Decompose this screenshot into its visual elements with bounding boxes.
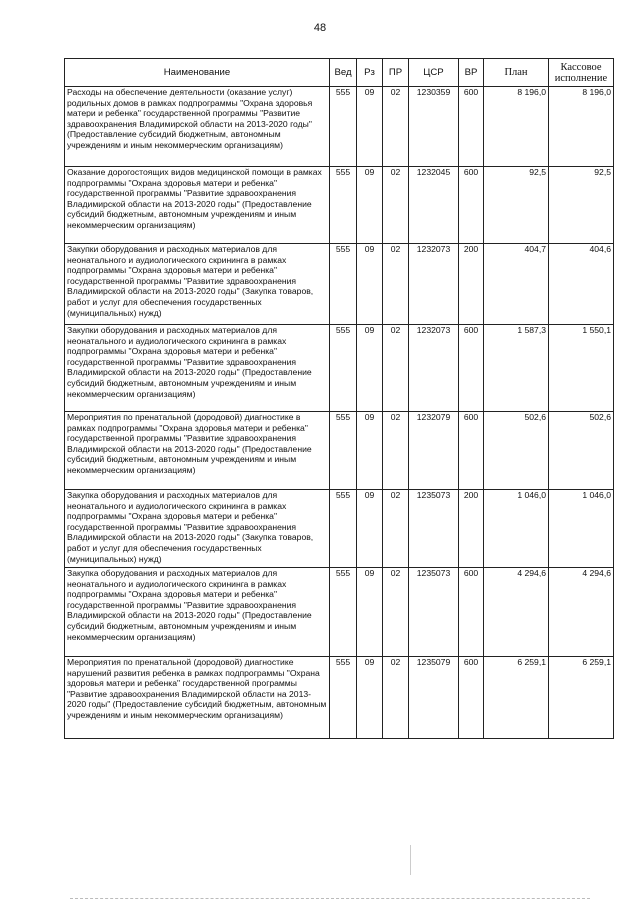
cell-pr: 02: [383, 244, 409, 325]
cell-vr: 600: [459, 325, 484, 412]
cell-plan: 8 196,0: [484, 87, 549, 167]
cell-exec: 6 259,1: [549, 657, 614, 739]
cell-plan: 6 259,1: [484, 657, 549, 739]
header-vr: ВР: [459, 59, 484, 87]
cell-name: Мероприятия по пренатальной (дородовой) диагностике в рамках подпрограммы "Охрана здоровья матери и ребенка" государственной программы "Развитие здравоохранения Владимирской области на 2013-2020 годы" (Предоставление субсидий бюджетным, автономным учреждениям и иным некоммерческим организациям): [65, 412, 330, 490]
cell-exec: 404,6: [549, 244, 614, 325]
header-ved: Вед: [330, 59, 357, 87]
cell-vr: 600: [459, 412, 484, 490]
cell-exec: 502,6: [549, 412, 614, 490]
table-row: [65, 87, 614, 167]
cell-pr: 02: [383, 412, 409, 490]
cell-exec: 1 046,0: [549, 490, 614, 568]
table-row: [65, 412, 614, 490]
cell-exec: 1 550,1: [549, 325, 614, 412]
cell-ved: 555: [330, 490, 357, 568]
cell-csr: 1235079: [409, 657, 459, 739]
cell-pr: 02: [383, 325, 409, 412]
cell-rz: 09: [357, 325, 383, 412]
cell-exec: 8 196,0: [549, 87, 614, 167]
cell-pr: 02: [383, 490, 409, 568]
cell-name: Закупки оборудования и расходных материалов для неонатального и аудиологического скрининга в рамках подпрограммы "Охрана здоровья матери и ребенка" государственной программы "Развитие здравоохранения Владимирской области на 2013-2020 годы" (Закупка товаров, работ и услуг для обеспечения государственных (муниципальных) нужд): [65, 244, 330, 325]
page-number: 48: [313, 22, 327, 34]
cell-ved: 555: [330, 657, 357, 739]
table-row: [65, 657, 614, 739]
table-row: [65, 244, 614, 325]
cell-rz: 09: [357, 167, 383, 244]
cell-csr: 1232079: [409, 412, 459, 490]
cell-plan: 404,7: [484, 244, 549, 325]
cell-rz: 09: [357, 244, 383, 325]
scan-artifact: [410, 845, 411, 875]
cell-pr: 02: [383, 568, 409, 657]
cell-name: Мероприятия по пренатальной (дородовой) диагностике нарушений развития ребенка в рамках подпрограммы "Охрана здоровья матери и ребенка" государственной программы "Развитие здравоохранения Владимирской области на 2013-2020 годы" (Предоставление субсидий бюджетным, автономным учреждениям и иным некоммерческим организациям): [65, 657, 330, 739]
cell-pr: 02: [383, 657, 409, 739]
table-header-row: [65, 59, 614, 87]
cell-rz: 09: [357, 87, 383, 167]
cell-csr: 1235073: [409, 568, 459, 657]
cell-rz: 09: [357, 657, 383, 739]
budget-table: [64, 58, 614, 739]
cell-vr: 600: [459, 87, 484, 167]
cell-vr: 600: [459, 568, 484, 657]
cell-rz: 09: [357, 412, 383, 490]
cell-csr: 1232045: [409, 167, 459, 244]
table-row: [65, 325, 614, 412]
cell-rz: 09: [357, 568, 383, 657]
cell-vr: 200: [459, 244, 484, 325]
cell-plan: 92,5: [484, 167, 549, 244]
table-row: [65, 568, 614, 657]
header-csr: ЦСР: [409, 59, 459, 87]
cell-csr: 1235073: [409, 490, 459, 568]
cell-ved: 555: [330, 325, 357, 412]
cell-csr: 1232073: [409, 325, 459, 412]
header-rz: Рз: [357, 59, 383, 87]
table-row: [65, 490, 614, 568]
cell-csr: 1230359: [409, 87, 459, 167]
page-bottom-edge: [70, 898, 590, 899]
cell-rz: 09: [357, 490, 383, 568]
cell-name: Оказание дорогостоящих видов медицинской помощи в рамках подпрограммы "Охрана здоровья матери и ребенка" государственной программы "Развитие здравоохранения Владимирской области на 2013-2020 годы" (Предоставление субсидий бюджетным, автономным учреждениям и иным некоммерческим организациям): [65, 167, 330, 244]
header-exec: Кассовое исполнение: [549, 59, 614, 87]
header-plan: План: [484, 59, 549, 87]
cell-name: Закупка оборудования и расходных материалов для неонатального и аудиологического скрининга в рамках подпрограммы "Охрана здоровья матери и ребенка" государственной программы "Развитие здравоохранения Владимирской области на 2013-2020 годы" (Предоставление субсидий бюджетным, автономным учреждениям и иным некоммерческим организациям): [65, 568, 330, 657]
cell-ved: 555: [330, 412, 357, 490]
cell-vr: 600: [459, 657, 484, 739]
cell-ved: 555: [330, 167, 357, 244]
cell-plan: 502,6: [484, 412, 549, 490]
cell-vr: 200: [459, 490, 484, 568]
cell-vr: 600: [459, 167, 484, 244]
cell-exec: 92,5: [549, 167, 614, 244]
header-name: Наименование: [65, 59, 330, 87]
cell-plan: 1 046,0: [484, 490, 549, 568]
cell-plan: 4 294,6: [484, 568, 549, 657]
cell-plan: 1 587,3: [484, 325, 549, 412]
cell-pr: 02: [383, 87, 409, 167]
cell-name: Закупка оборудования и расходных материалов для неонатального и аудиологического скрининга в рамках подпрограммы "Охрана здоровья матери и ребенка" государственной программы "Развитие здравоохранения Владимирской области на 2013-2020 годы" (Закупка товаров, работ и услуг для обеспечения государственных (муниципальных) нужд): [65, 490, 330, 568]
cell-ved: 555: [330, 568, 357, 657]
cell-name: Закупки оборудования и расходных материалов для неонатального и аудиологического скрининга в рамках подпрограммы "Охрана здоровья матери и ребенка" государственной программы "Развитие здравоохранения Владимирской области на 2013-2020 годы" (Предоставление субсидий бюджетным, автономным учреждениям и иным некоммерческим организациям): [65, 325, 330, 412]
header-pr: ПР: [383, 59, 409, 87]
cell-pr: 02: [383, 167, 409, 244]
cell-name: Расходы на обеспечение деятельности (оказание услуг) родильных домов в рамках подпрограммы "Охрана здоровья матери и ребенка" государственной программы "Развитие здравоохранения Владимирской области на 2013-2020 годы" (Предоставление субсидий бюджетным, автономным учреждениям и иным некоммерческим организациям): [65, 87, 330, 167]
table-row: [65, 167, 614, 244]
cell-csr: 1232073: [409, 244, 459, 325]
cell-ved: 555: [330, 87, 357, 167]
cell-ved: 555: [330, 244, 357, 325]
cell-exec: 4 294,6: [549, 568, 614, 657]
